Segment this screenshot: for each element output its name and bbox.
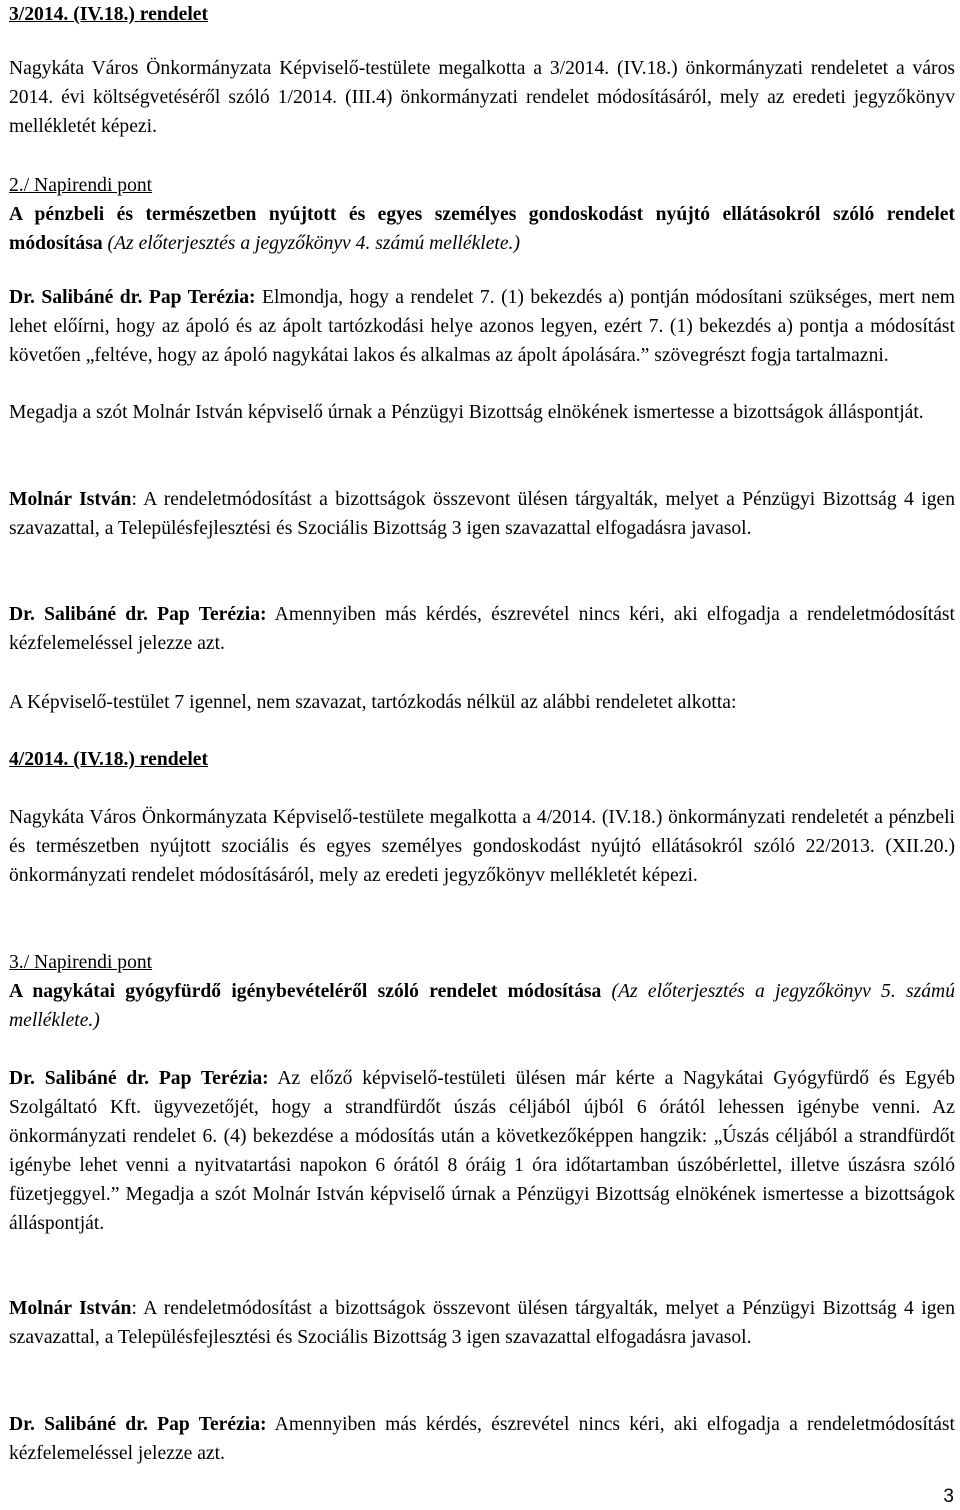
agenda-item-2-speech-1 (9, 283, 955, 370)
speaker-name: Pap Terézia: (157, 1414, 267, 1435)
agenda-item-2-speech-2 (9, 485, 955, 543)
speaker-name: Pap Terézia: (148, 287, 256, 308)
agenda-item-3-speech-1 (9, 1064, 955, 1238)
speaker-name: Dr. Salibáné dr. (9, 604, 148, 625)
agenda-item-2-speech-1-cont: Megadja a szót Molnár István képviselő úrnak a Pénzügyi Bizottság elnökének ismertesse a bizottságok álláspontját. (9, 402, 924, 423)
agenda-item-2-heading: 2./ Napirendi pont (9, 175, 153, 196)
speech-text: : A rendeletmódosítást a bizottságok összevont ülésen tárgyalták, melyet a Pénzügyi Bizottság 4 igen szavazattal, a Településfejlesztési és Szociális Bizottság 3 igen szavazattal elfogadásra javasol. (9, 1298, 955, 1348)
agenda-item-2-title (9, 200, 955, 258)
regulation-heading-3-2014: 3/2014. (IV.18.) rendelet (9, 4, 209, 25)
speaker-name: Dr. Salibáné dr. (9, 1414, 148, 1435)
agenda-item-2-vote: A Képviselő-testület 7 igennel, nem szavazat, tartózkodás nélkül az alábbi rendeletet alkotta: (9, 692, 737, 713)
speaker-name: Molnár István (9, 1298, 132, 1319)
page-number: 3 (943, 1486, 954, 1507)
speaker-name: Pap Terézia: (157, 604, 267, 625)
regulation-4-2014-text: Nagykáta Város Önkormányzata Képviselő-testülete megalkotta a 4/2014. (IV.18.) önkormányzati rendeletét a pénzbeli és természetben nyújtott szociális és egyes személyes gondoskodást nyújtó ellátásokról szóló 22/2013. (XII.20.) önkormányzati rendelet módosításáról, mely az eredeti jegyzőkönyv mellékletét képezi. (9, 807, 955, 886)
speaker-name: Dr. Salibáné dr. (9, 1068, 150, 1089)
agenda-item-2-speech-3 (9, 600, 955, 658)
speech-text: Elmondja, hogy a rendelet 7. (1) bekezdés a) pontján módosítani szükséges, mert nem lehet előírni, hogy az ápoló és az ápolt tartózkodási helye azonos legyen, ezért 7. (1) bekezdés a) pontja a módosítást követően „feltéve, hogy az ápoló nagykátai lakos és alkalmas az ápolt ápolására.” szövegrészt fogja tartalmazni. (9, 287, 955, 366)
agenda-item-3-note: (Az előterjesztés a jegyzőkönyv 5. számú melléklete.) (9, 981, 955, 1031)
agenda-item-3-speech-3 (9, 1410, 955, 1468)
agenda-item-3-speech-2 (9, 1294, 955, 1352)
speaker-name: Pap Terézia: (158, 1068, 269, 1089)
agenda-item-2-title-text: A pénzbeli és természetben nyújtott és egyes személyes gondoskodást nyújtó ellátásokról szóló rendelet módosítása (9, 204, 955, 254)
agenda-item-3-title (9, 977, 955, 1035)
agenda-item-3-heading: 3./ Napirendi pont (9, 952, 153, 973)
speaker-name: Dr. Salibáné dr. (9, 287, 143, 308)
speech-text: Amennyiben más kérdés, észrevétel nincs kéri, aki elfogadja a rendeletmódosítást kézfelemeléssel jelezze azt. (9, 604, 955, 654)
regulation-3-2014-text: Nagykáta Város Önkormányzata Képviselő-testülete megalkotta a 3/2014. (IV.18.) önkormányzati rendeletet a város 2014. évi költségvetéséről szóló 1/2014. (III.4) önkormányzati rendelet módosításáról, mely az eredeti jegyzőkönyv mellékletét képezi. (9, 58, 955, 137)
speech-text: Az előző képviselő-testületi ülésen már kérte a Nagykátai Gyógyfürdő és Egyéb Szolgáltató Kft. ügyvezetőjét, hogy a strandfürdőt úszás céljából újból 6 órától lehessen igénybe venni. Az önkormányzati rendelet 6. (4) bekezdése a módosítás után a következőképpen hangzik: „Úszás céljából a strandfürdőt igénybe lehet venni a nyitvatartási napokon 6 órától 8 óráig 1 óra időtartamban úszóbérlettel, illetve úszásra szóló füzetjeggyel.” Megadja a szót Molnár István képviselő úrnak a Pénzügyi Bizottság elnökének ismertesse a bizottságok álláspontját. (9, 1068, 956, 1234)
speech-text: Amennyiben más kérdés, észrevétel nincs kéri, aki elfogadja a rendeletmódosítást kézfelemeléssel jelezze azt. (9, 1414, 955, 1464)
regulation-heading-4-2014: 4/2014. (IV.18.) rendelet (9, 749, 209, 770)
speaker-name: Molnár István (9, 489, 132, 510)
speech-text: : A rendeletmódosítást a bizottságok összevont ülésen tárgyalták, melyet a Pénzügyi Bizottság 4 igen szavazattal, a Településfejlesztési és Szociális Bizottság 3 igen szavazattal elfogadásra javasol. (9, 489, 955, 539)
agenda-item-3-title-text: A nagykátai gyógyfürdő igénybevételéről szóló rendelet módosítása (9, 981, 602, 1002)
agenda-item-2-note: (Az előterjesztés a jegyzőkönyv 4. számú melléklete.) (107, 233, 520, 254)
